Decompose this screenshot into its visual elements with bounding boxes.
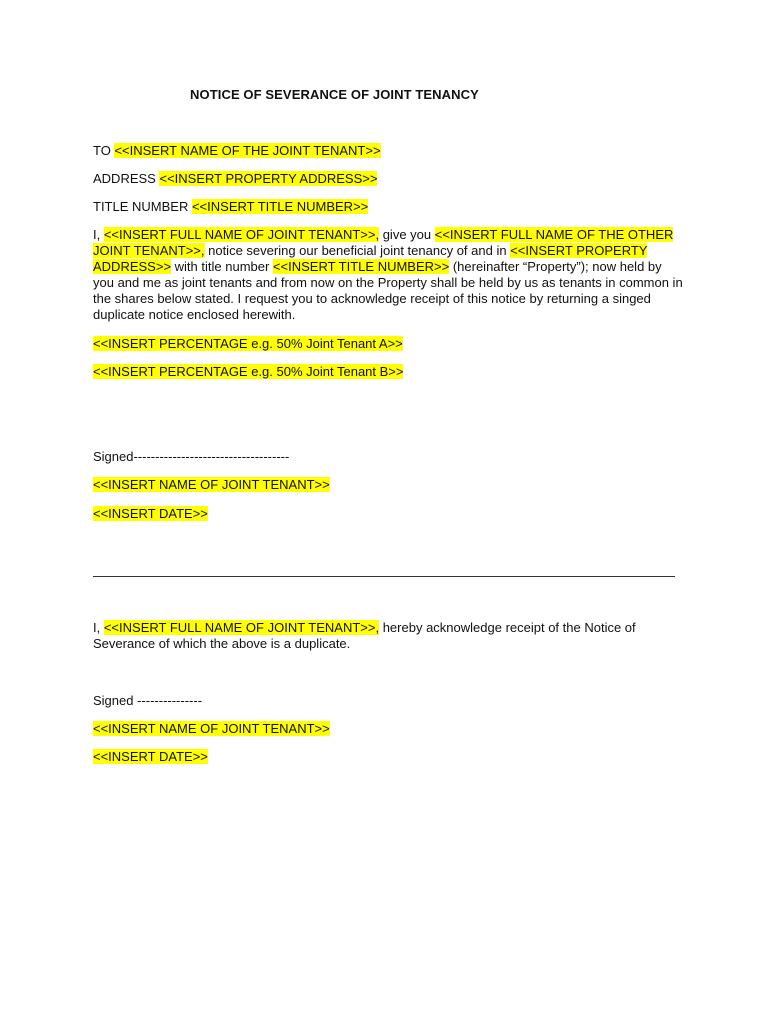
- address-placeholder: <<INSERT PROPERTY ADDRESS>>: [159, 171, 378, 186]
- to-placeholder: <<INSERT NAME OF THE JOINT TENANT>>: [114, 143, 381, 158]
- notice-text: with title number: [171, 259, 273, 274]
- ack-text: I,: [93, 620, 104, 635]
- address-line: [93, 171, 377, 187]
- signer-name-line-1: [93, 477, 330, 493]
- signer-name-line-2: [93, 721, 330, 737]
- date-line-2: [93, 749, 208, 765]
- notice-text: give you: [379, 227, 435, 242]
- title-number-line: [93, 199, 368, 215]
- title-number-label: TITLE NUMBER: [93, 199, 189, 214]
- signer-name-placeholder-2: <<INSERT NAME OF JOINT TENANT>>: [93, 721, 330, 736]
- date-placeholder-2: <<INSERT DATE>>: [93, 749, 208, 764]
- share-b-line: [93, 364, 403, 380]
- notice-text: (hereinafter “Property”); now held by you and me as joint tenants and from now on the Property shall be held by us as tenants in common in the shares below stated. I request you to acknowledge receipt of this notice by returning a singed duplicate notice enclosed herewith.: [93, 259, 683, 322]
- notice-text: notice severing our beneficial joint tenancy of and in: [204, 243, 511, 258]
- title-number-placeholder: <<INSERT TITLE NUMBER>>: [191, 199, 369, 214]
- to-line: [93, 143, 381, 159]
- signed-line-1: Signed------------------------------------: [93, 449, 290, 464]
- ack-text: hereby acknowledge receipt of the Notice of Severance of which the above is a duplicate.: [93, 620, 636, 651]
- share-b-placeholder: <<INSERT PERCENTAGE e.g. 50% Joint Tenant B>>: [93, 364, 404, 379]
- ack-placeholder-tenant: <<INSERT FULL NAME OF JOINT TENANT>>,: [103, 620, 380, 635]
- notice-placeholder-address: <<INSERT PROPERTY ADDRESS>>: [93, 243, 648, 274]
- signed-line-2: Signed ---------------: [93, 693, 203, 708]
- acknowledgement-paragraph: [93, 620, 683, 652]
- share-a-line: [93, 336, 403, 352]
- share-a-placeholder: <<INSERT PERCENTAGE e.g. 50% Joint Tenant A>>: [93, 336, 403, 351]
- notice-placeholder-title-number: <<INSERT TITLE NUMBER>>: [272, 259, 450, 274]
- notice-paragraph: [93, 227, 683, 323]
- notice-text: I,: [93, 227, 104, 242]
- document-title: NOTICE OF SEVERANCE OF JOINT TENANCY: [190, 87, 479, 102]
- date-placeholder-1: <<INSERT DATE>>: [93, 506, 208, 521]
- address-label: ADDRESS: [93, 171, 156, 186]
- notice-placeholder-other-tenant: <<INSERT FULL NAME OF THE OTHER JOINT TENANT>>,: [93, 227, 674, 258]
- signer-name-placeholder-1: <<INSERT NAME OF JOINT TENANT>>: [93, 477, 330, 492]
- section-divider: [93, 576, 675, 577]
- date-line-1: [93, 506, 208, 522]
- notice-placeholder-tenant: <<INSERT FULL NAME OF JOINT TENANT>>,: [103, 227, 380, 242]
- to-label: TO: [93, 143, 111, 158]
